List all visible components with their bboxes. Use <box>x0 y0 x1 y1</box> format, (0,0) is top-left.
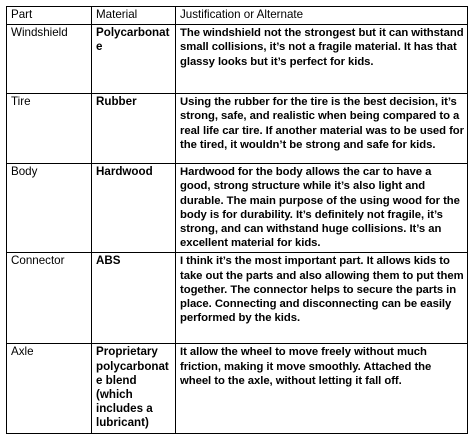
table-row <box>7 253 468 344</box>
justification-cell: The windshield not the strongest but it can withstand small collisions, it’s not a fragile material. It has that glassy looks but it’s perfect for kids. <box>176 25 468 94</box>
table-row <box>7 164 468 253</box>
header-part: Part <box>7 7 92 25</box>
justification-cell: It allow the wheel to move freely without much friction, making it move smoothly. Attached the wheel to the axle, without letting it fall off. <box>176 344 468 433</box>
header-material: Material <box>92 7 176 25</box>
table-header-row <box>7 7 468 25</box>
material-cell: Polycarbonate <box>92 25 176 94</box>
part-cell: Connector <box>7 253 92 344</box>
material-cell: Proprietary polycarbonate blend (which includes a lubricant) <box>92 344 176 433</box>
materials-table <box>6 6 468 434</box>
justification-cell: Using the rubber for the tire is the best decision, it’s strong, safe, and realistic when being compared to a real life car tire. If another material was to be used for the tired, it wouldn’t be strong and safe for kids. <box>176 94 468 164</box>
table-row <box>7 25 468 94</box>
part-cell: Axle <box>7 344 92 433</box>
part-cell: Body <box>7 164 92 253</box>
part-cell: Windshield <box>7 25 92 94</box>
material-cell: Rubber <box>92 94 176 164</box>
justification-cell: Hardwood for the body allows the car to have a good, strong structure while it’s also light and durable. The main purpose of the using wood for the body is for durability. It’s definitely not fragile, it’s strong, and can withstand huge collisions. It’s an excellent material for kids. <box>176 164 468 253</box>
table-row <box>7 344 468 433</box>
material-cell: Hardwood <box>92 164 176 253</box>
document-page <box>6 6 467 434</box>
justification-cell: I think it’s the most important part. It allows kids to take out the parts and also allowing them to put them together. The connector helps to secure the parts in place. Connecting and disconnecting can be easily performed by the kids. <box>176 253 468 344</box>
material-cell: ABS <box>92 253 176 344</box>
header-justification: Justification or Alternate <box>176 7 468 25</box>
part-cell: Tire <box>7 94 92 164</box>
table-row <box>7 94 468 164</box>
